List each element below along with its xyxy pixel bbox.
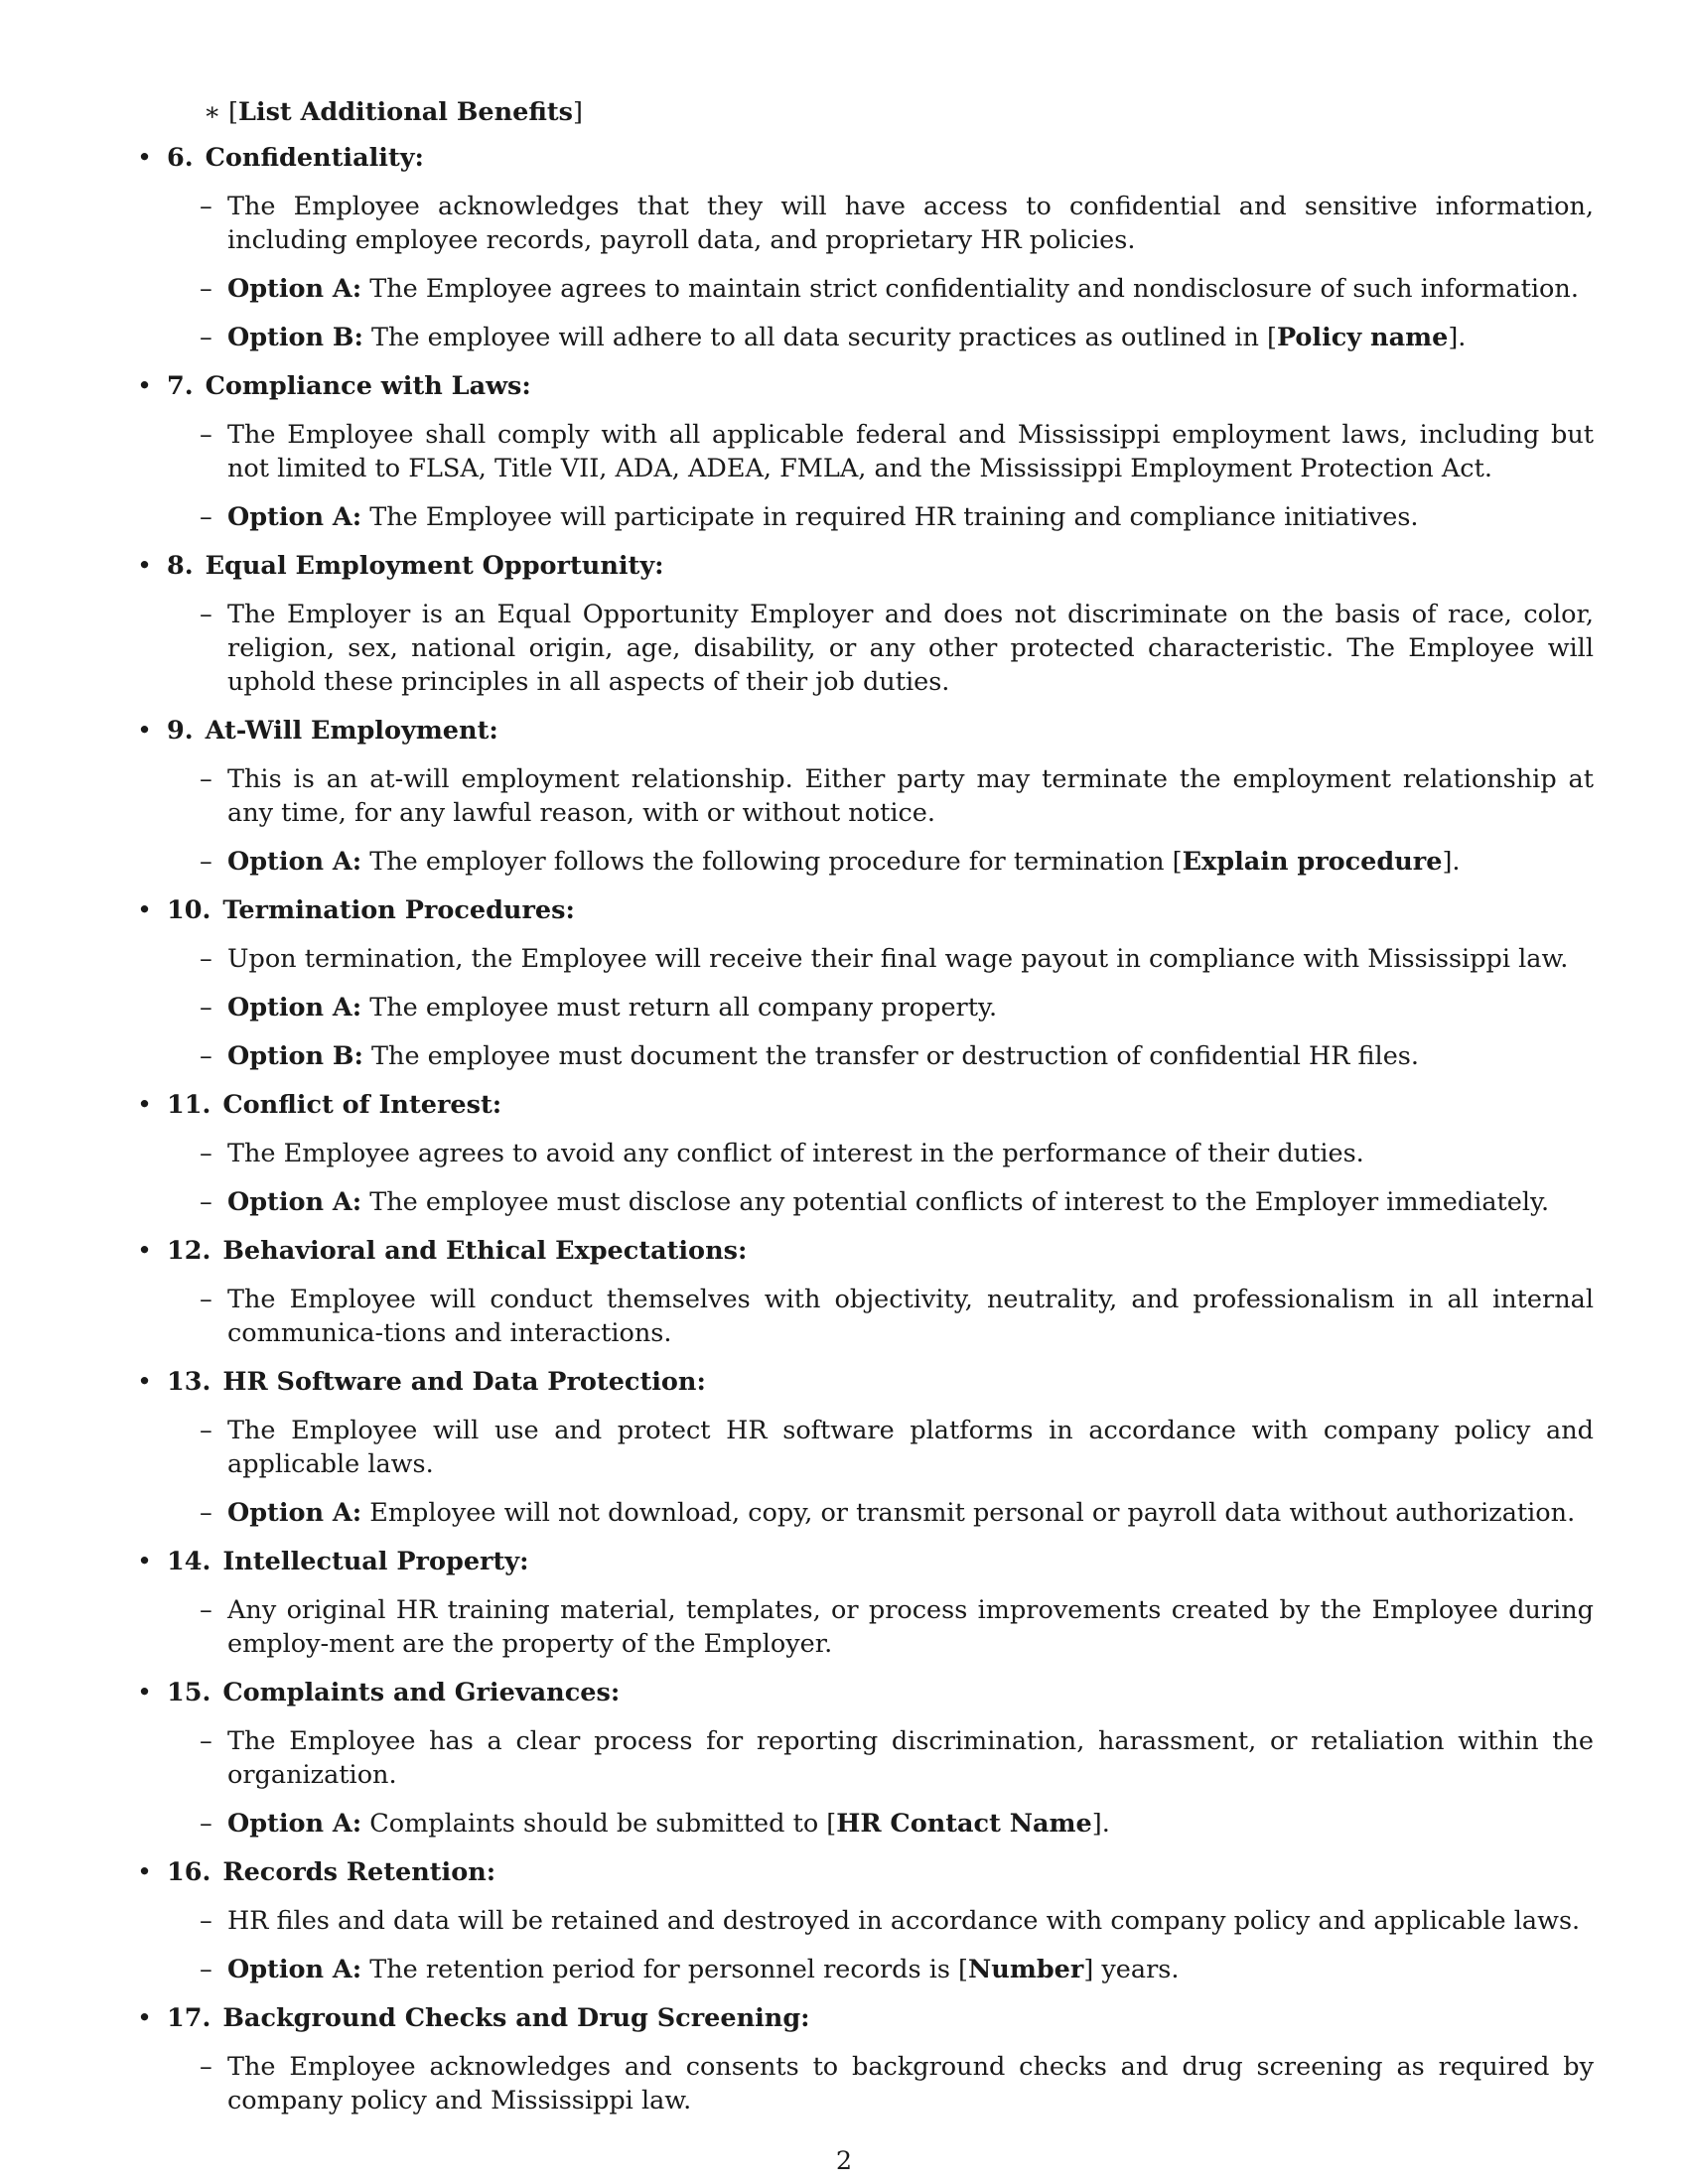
clause-text: The Employee agrees to avoid any conflict of interest in the performance of their duties. <box>227 1139 1364 1168</box>
clause-text: Employee will not download, copy, or transmit personal or payroll data without authorization. <box>369 1498 1576 1528</box>
dash-bullet-icon: – <box>200 1955 212 1984</box>
dash-bullet-icon: – <box>200 1809 212 1839</box>
section-title <box>167 369 1594 403</box>
clause-text-end: years. <box>1093 1955 1180 1984</box>
bullet-icon: • <box>137 143 153 173</box>
dash-bullet-icon: – <box>200 600 212 629</box>
option-label: Option B: <box>227 1041 363 1071</box>
section-7 <box>129 369 1594 534</box>
clause-text: The Employee agrees to maintain strict confidentiality and nondisclosure of such information. <box>369 274 1579 304</box>
section-number: 11. <box>167 1090 211 1120</box>
bullet-icon: • <box>137 1678 153 1707</box>
clause-item <box>167 1724 1594 1792</box>
section-number: 17. <box>167 2003 211 2033</box>
clause-text: The Employee will use and protect HR software platforms in accordance with company policy and applicable laws. <box>227 1416 1594 1479</box>
clause-item <box>167 1414 1594 1481</box>
dash-bullet-icon: – <box>200 1285 212 1314</box>
section-title <box>167 714 1594 748</box>
section-title <box>167 893 1594 927</box>
clause-item <box>167 1039 1594 1073</box>
dash-bullet-icon: – <box>200 274 212 304</box>
clause-item: – Option A: The retention period for personnel records is [Number] years. <box>200 1955 1180 1984</box>
clause-text: The Employee will conduct themselves with objectivity, neutrality, and professionalism in all internal communica-tions and interactions. <box>227 1285 1594 1348</box>
dash-bullet-icon: – <box>200 323 212 352</box>
section-10 <box>129 893 1594 1073</box>
clause-item <box>167 991 1594 1024</box>
section-heading: Confidentiality: <box>205 143 424 173</box>
clause-text: The employee must document the transfer or destruction of confidential HR files. <box>371 1041 1419 1071</box>
section-title <box>167 2001 1594 2035</box>
page-number: 2 <box>835 2146 853 2176</box>
dash-bullet-icon: – <box>200 764 212 794</box>
clause-item <box>167 1283 1594 1350</box>
clause-item <box>167 1496 1594 1530</box>
section-heading: Behavioral and Ethical Expectations: <box>222 1236 748 1266</box>
option-label: Option A: <box>227 274 362 304</box>
section-title <box>167 1234 1594 1268</box>
clause-text-end: . <box>1452 847 1461 877</box>
clause-text-end: . <box>1101 1809 1110 1839</box>
bullet-icon: • <box>137 895 153 925</box>
section-heading: At-Will Employment: <box>205 716 498 746</box>
clause-text: The Employee acknowledges and consents to background checks and drug screening as required by company policy and Mississippi law. <box>227 2052 1594 2116</box>
section-title <box>167 1365 1594 1399</box>
section-12 <box>129 1234 1594 1350</box>
section-number: 7. <box>167 371 194 401</box>
clause-item <box>167 2050 1594 2117</box>
section-heading: Equal Employment Opportunity: <box>205 551 664 581</box>
option-label: Option A: <box>227 847 362 877</box>
option-label: Option B: <box>227 323 363 352</box>
dash-bullet-icon: – <box>200 1139 212 1168</box>
bullet-icon: • <box>137 1367 153 1397</box>
clause-item <box>167 190 1594 257</box>
clause-item <box>167 1904 1594 1938</box>
option-label: Option A: <box>227 1187 362 1217</box>
option-label: Option A: <box>227 1809 362 1839</box>
asterisk-bullet-icon: ∗ <box>204 97 221 127</box>
section-number: 9. <box>167 716 194 746</box>
clause-text: The retention period for personnel records is <box>369 1955 950 1984</box>
clause-text: HR files and data will be retained and destroyed in accordance with company policy and applicable laws. <box>227 1906 1581 1936</box>
section-13 <box>129 1365 1594 1530</box>
section-number: 14. <box>167 1547 211 1576</box>
clause-text-end: . <box>1458 323 1467 352</box>
clause-item: – Option A: Complaints should be submitted to [HR Contact Name]. <box>200 1809 1110 1839</box>
clause-text: Complaints should be submitted to <box>369 1809 819 1839</box>
section-number: 10. <box>167 895 211 925</box>
bullet-icon: • <box>137 1547 153 1576</box>
dash-bullet-icon: – <box>200 1187 212 1217</box>
section-11 <box>129 1088 1594 1219</box>
dash-bullet-icon: – <box>200 847 212 877</box>
bullet-icon: • <box>137 1857 153 1887</box>
section-16 <box>129 1855 1594 1986</box>
clause-item: – Option B: The employee will adhere to all data security practices as outlined in [Policy name]. <box>200 323 1467 352</box>
clause-text: The Employee shall comply with all applicable federal and Mississippi employment laws, including but not limited to FLSA, Title VII, ADA, ADEA, FMLA, and the Mississippi Employment Protection Act. <box>227 420 1594 483</box>
dash-bullet-icon: – <box>200 1726 212 1756</box>
dash-bullet-icon: – <box>200 420 212 450</box>
section-number: 13. <box>167 1367 211 1397</box>
section-15 <box>129 1676 1594 1841</box>
dash-bullet-icon: – <box>200 502 212 532</box>
section-number: 8. <box>167 551 194 581</box>
clause-text: Upon termination, the Employee will receive their final wage payout in compliance with Mississippi law. <box>227 944 1569 974</box>
section-heading: Intellectual Property: <box>222 1547 529 1576</box>
clause-text: The Employee acknowledges that they will have access to confidential and sensitive information, including employee records, payroll data, and proprietary HR policies. <box>227 192 1594 255</box>
section-number: 16. <box>167 1857 211 1887</box>
dash-bullet-icon: – <box>200 2052 212 2082</box>
clause-text: Any original HR training material, templates, or process improvements created by the Employee during employ-ment are the property of the Employer. <box>227 1595 1594 1659</box>
clause-item <box>167 500 1594 534</box>
section-14 <box>129 1545 1594 1661</box>
section-title <box>167 1676 1594 1709</box>
section-9 <box>129 714 1594 879</box>
clause-text: The employee must return all company property. <box>369 993 998 1023</box>
clause-text: The Employee will participate in required HR training and compliance initiatives. <box>369 502 1419 532</box>
clause-item <box>167 1593 1594 1661</box>
clause-text: The employer follows the following procedure for termination <box>369 847 1165 877</box>
dash-bullet-icon: – <box>200 1041 212 1071</box>
bullet-icon: • <box>137 1236 153 1266</box>
clause-text: This is an at-will employment relationship. Either party may terminate the employment relationship at any time, for any lawful reason, with or without notice. <box>227 764 1594 828</box>
bullet-icon: • <box>137 2003 153 2033</box>
section-list <box>129 141 1594 2117</box>
bullet-icon: • <box>137 371 153 401</box>
placeholder-field: Explain procedure <box>1182 847 1443 877</box>
section-heading: Records Retention: <box>222 1857 496 1887</box>
dash-bullet-icon: – <box>200 944 212 974</box>
clause-text: The employee must disclose any potential conflicts of interest to the Employer immediately. <box>369 1187 1550 1217</box>
placeholder-field: Policy name <box>1276 323 1449 352</box>
dash-bullet-icon: – <box>200 1416 212 1445</box>
section-heading: Complaints and Grievances: <box>222 1678 621 1707</box>
section-title <box>167 1545 1594 1578</box>
clause-item <box>167 598 1594 699</box>
clause-text: The Employee has a clear process for reporting discrimination, harassment, or retaliation within the organization. <box>227 1726 1594 1790</box>
section-heading: Conflict of Interest: <box>222 1090 502 1120</box>
option-label: Option A: <box>227 1955 362 1984</box>
bullet-icon: • <box>137 716 153 746</box>
dash-bullet-icon: – <box>200 993 212 1023</box>
clause-item <box>167 1137 1594 1170</box>
section-17 <box>129 2001 1594 2117</box>
section-title <box>167 1088 1594 1122</box>
section-heading: HR Software and Data Protection: <box>222 1367 706 1397</box>
section-heading: Termination Procedures: <box>222 895 575 925</box>
placeholder-additional-benefits: List Additional Benefits <box>237 97 574 127</box>
clause-text: The Employer is an Equal Opportunity Employer and does not discriminate on the basis of race, color, religion, sex, national origin, age, disability, or any other protected characteristic. The Employee will uphold these principles in all aspects of their job duties. <box>227 600 1594 697</box>
section-title <box>167 141 1594 175</box>
section-6 <box>129 141 1594 354</box>
dash-bullet-icon: – <box>200 1498 212 1528</box>
placeholder-field: HR Contact Name <box>836 1809 1092 1839</box>
clause-item <box>167 272 1594 306</box>
section-heading: Background Checks and Drug Screening: <box>222 2003 810 2033</box>
section-title <box>167 549 1594 583</box>
dash-bullet-icon: – <box>200 192 212 221</box>
clause-item: – Option A: The employer follows the following procedure for termination [Explain procedure]. <box>200 847 1461 877</box>
bullet-icon: • <box>137 1090 153 1120</box>
clause-text: The employee will adhere to all data security practices as outlined in <box>371 323 1259 352</box>
clause-item <box>167 762 1594 830</box>
section-number: 6. <box>167 143 194 173</box>
benefits-list-item: ∗ [List Additional Benefits] <box>204 97 583 127</box>
document-body <box>129 95 1594 2132</box>
section-heading: Compliance with Laws: <box>205 371 531 401</box>
section-8 <box>129 549 1594 699</box>
option-label: Option A: <box>227 1498 362 1528</box>
option-label: Option A: <box>227 993 362 1023</box>
placeholder-field: Number <box>968 1955 1084 1984</box>
clause-item <box>167 942 1594 976</box>
clause-item <box>167 1185 1594 1219</box>
clause-item <box>167 418 1594 485</box>
dash-bullet-icon: – <box>200 1595 212 1625</box>
section-title <box>167 1855 1594 1889</box>
section-number: 15. <box>167 1678 211 1707</box>
bullet-icon: • <box>137 551 153 581</box>
dash-bullet-icon: – <box>200 1906 212 1936</box>
section-number: 12. <box>167 1236 211 1266</box>
option-label: Option A: <box>227 502 362 532</box>
